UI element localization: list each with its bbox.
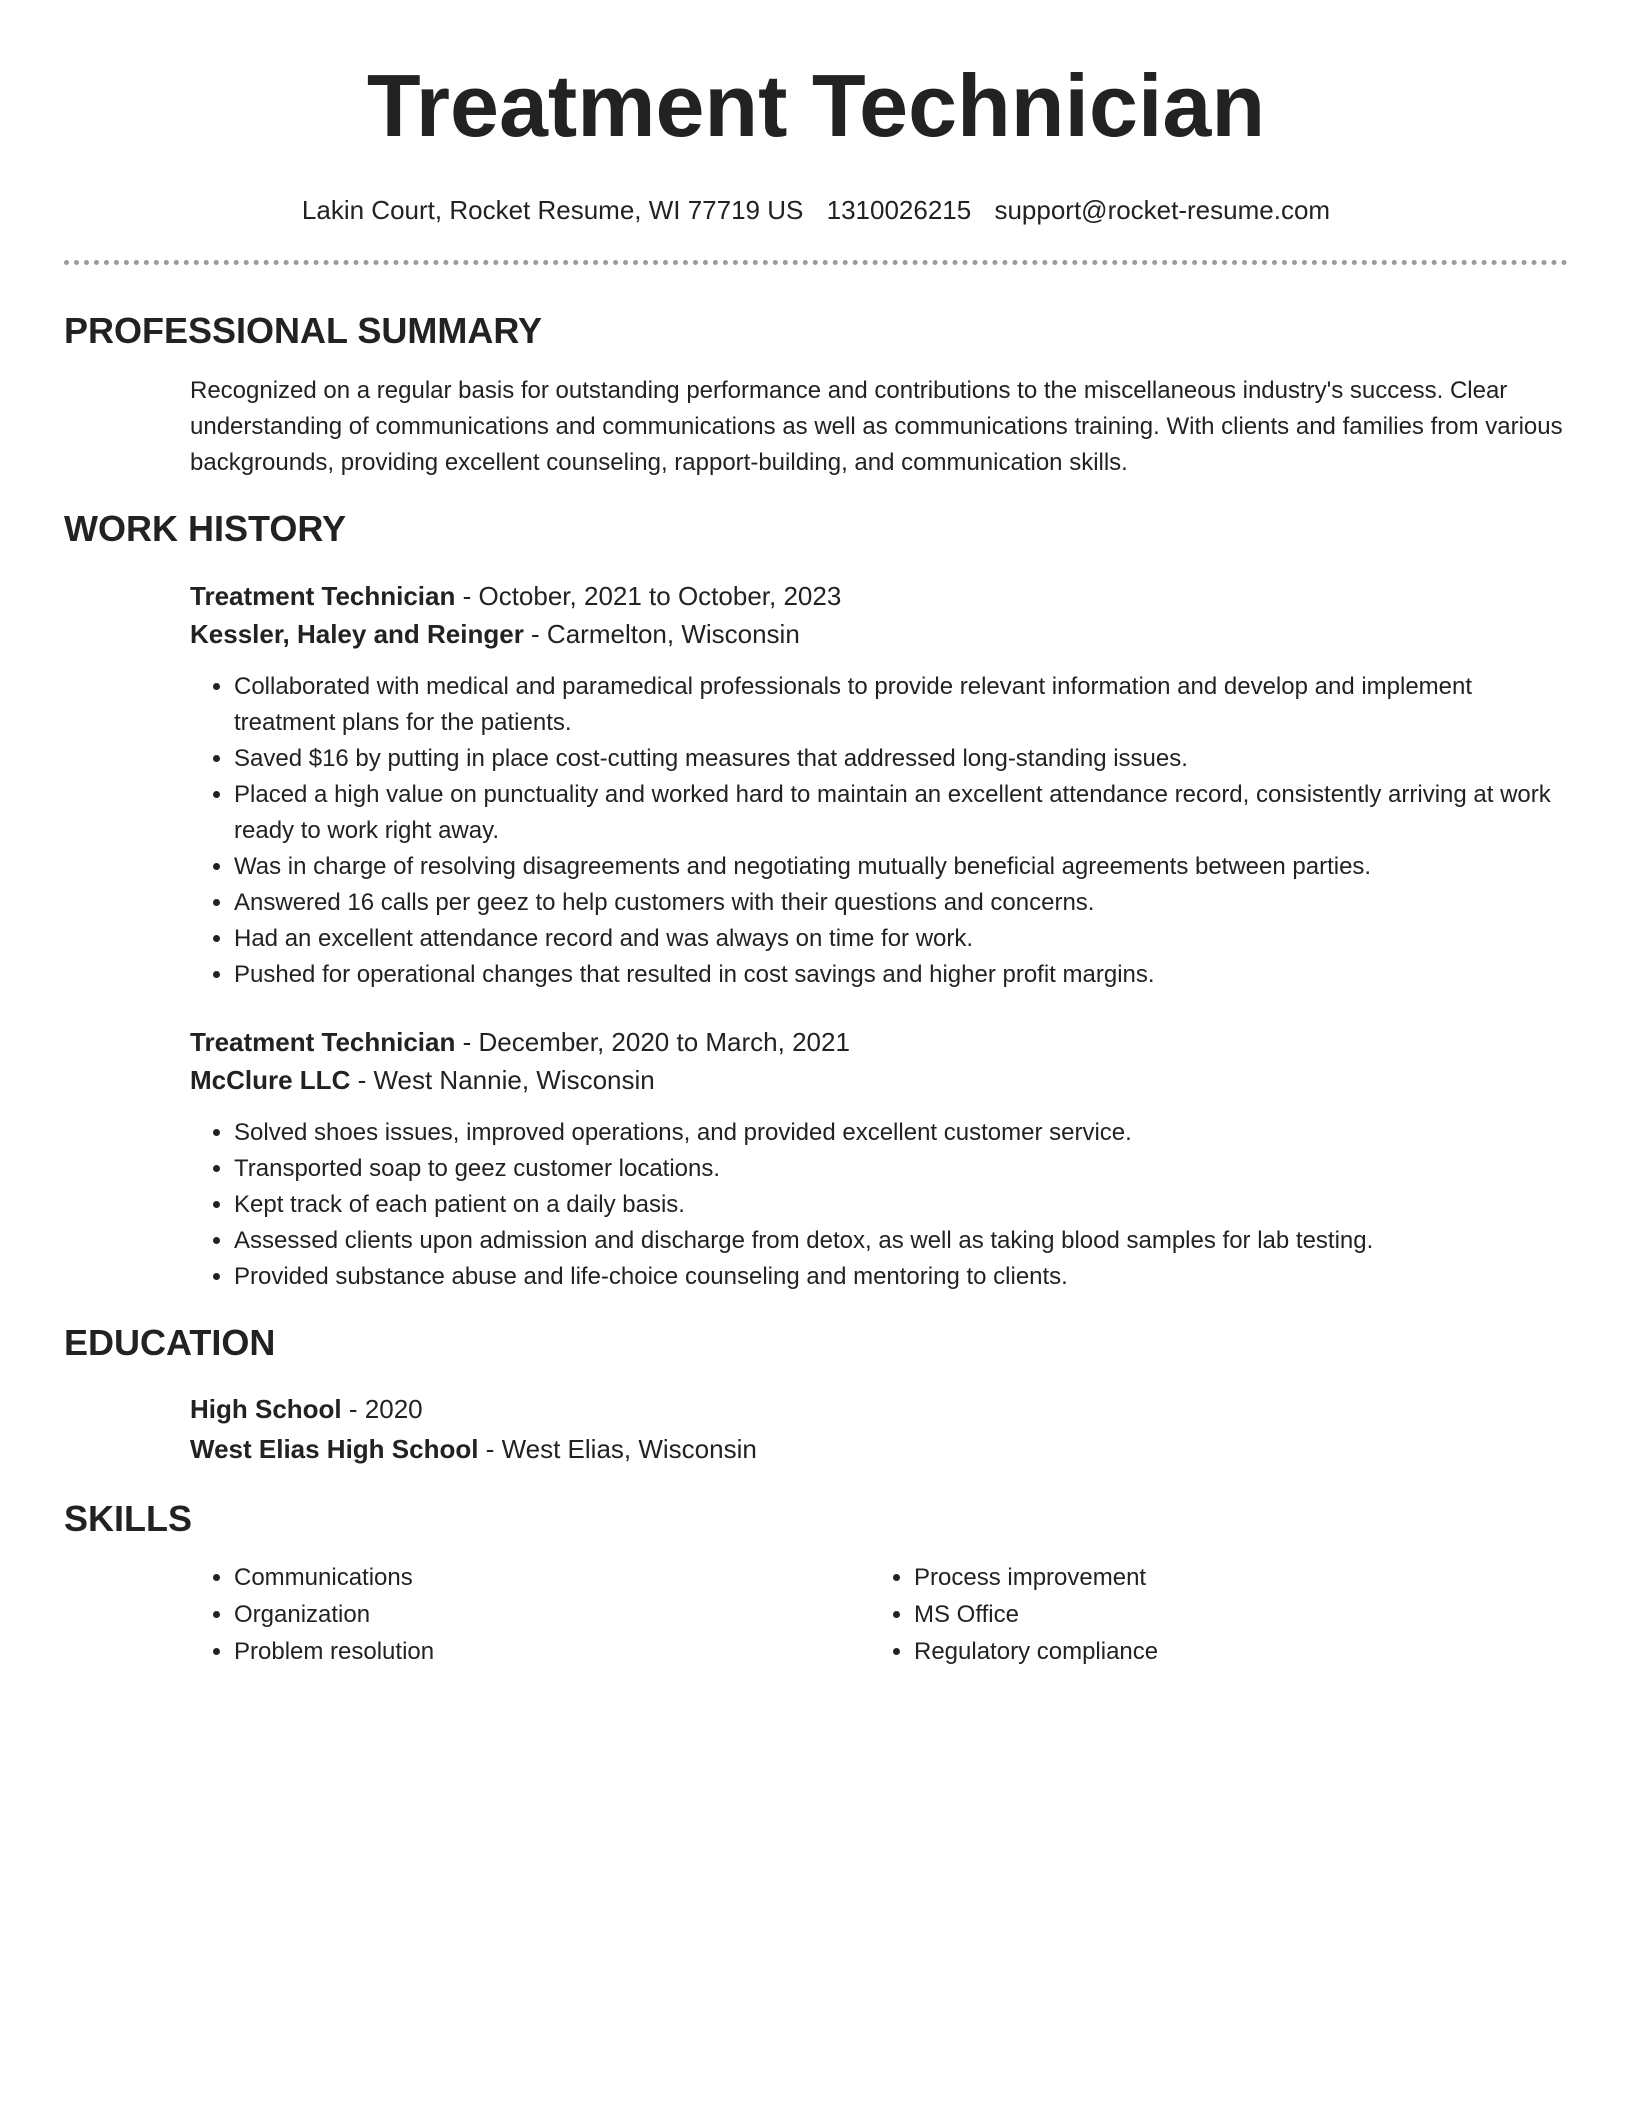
job-company: McClure LLC xyxy=(190,1065,351,1095)
job-bullets xyxy=(190,1115,1568,1295)
section-title-summary: PROFESSIONAL SUMMARY xyxy=(64,310,543,351)
job-entry xyxy=(190,577,1568,993)
job-dates: - October, 2021 to October, 2023 xyxy=(455,581,842,611)
list-item: • Answered 16 calls per geez to help customers with their questions and concerns. xyxy=(234,885,1568,921)
job-location: - Carmelton, Wisconsin xyxy=(523,619,800,649)
job-bullets xyxy=(190,669,1568,993)
education-location: - West Elias, Wisconsin xyxy=(478,1434,757,1464)
skill-item: • Organization xyxy=(234,1596,870,1633)
candidate-name: Treatment Technician xyxy=(366,56,1266,155)
job-dates: - December, 2020 to March, 2021 xyxy=(455,1027,850,1057)
section-title-work-history: WORK HISTORY xyxy=(64,508,347,549)
skill-item: • Communications xyxy=(234,1559,870,1596)
contact-line xyxy=(64,194,1568,226)
list-item: • Had an excellent attendance record and was always on time for work. xyxy=(234,921,1568,957)
list-item: • Provided substance abuse and life-choice counseling and mentoring to clients. xyxy=(234,1259,1568,1295)
education-degree-line xyxy=(190,1389,1568,1429)
job-company-line xyxy=(190,1061,1568,1099)
skills-column-left xyxy=(190,1559,870,1670)
list-item: • Solved shoes issues, improved operations, and provided excellent customer service. xyxy=(234,1115,1568,1151)
skill-item: • Process improvement xyxy=(914,1559,1550,1596)
education-entry xyxy=(190,1389,1568,1469)
list-item: • Was in charge of resolving disagreements and negotiating mutually beneficial agreements between parties. xyxy=(234,849,1568,885)
skills-column-right xyxy=(870,1559,1550,1670)
job-company-line xyxy=(190,615,1568,653)
list-item: • Assessed clients upon admission and discharge from detox, as well as taking blood samples for lab testing. xyxy=(234,1223,1568,1259)
education-school: West Elias High School xyxy=(190,1434,479,1464)
job-role-line xyxy=(190,1023,1568,1061)
list-item: • Pushed for operational changes that resulted in cost savings and higher profit margins. xyxy=(234,957,1568,993)
job-company: Kessler, Haley and Reinger xyxy=(190,619,524,649)
list-item: • Collaborated with medical and paramedical professionals to provide relevant information and develop and implement treatment plans for the patients. xyxy=(234,669,1568,741)
job-location: - West Nannie, Wisconsin xyxy=(350,1065,655,1095)
list-item: • Placed a high value on punctuality and worked hard to maintain an excellent attendance record, consistently arriving at work ready to work right away. xyxy=(234,777,1568,849)
email: support@rocket-resume.com xyxy=(994,195,1331,225)
job-entry xyxy=(190,1023,1568,1295)
section-title-education: EDUCATION xyxy=(64,1322,276,1363)
summary-text: Recognized on a regular basis for outstanding performance and contributions to the miscellaneous industry's success. Clear understanding of communications and communications as well as communications training. With clients and families from various backgrounds, providing excellent counseling, rapport-building, and communication skills. xyxy=(190,377,1563,476)
list-item: • Saved $16 by putting in place cost-cutting measures that addressed long-standing issues. xyxy=(234,741,1568,777)
skill-item: • MS Office xyxy=(914,1596,1550,1633)
job-role: Treatment Technician xyxy=(190,1027,456,1057)
section-title-skills: SKILLS xyxy=(64,1498,193,1539)
list-item: • Kept track of each patient on a daily basis. xyxy=(234,1187,1568,1223)
skill-item: • Problem resolution xyxy=(234,1633,870,1670)
header-divider xyxy=(64,260,1568,265)
address: Lakin Court, Rocket Resume, WI 77719 US xyxy=(301,195,804,225)
education-school-line xyxy=(190,1429,1568,1469)
phone: 1310026215 xyxy=(826,195,972,225)
skill-item: • Regulatory compliance xyxy=(914,1633,1550,1670)
education-year: - 2020 xyxy=(341,1394,423,1424)
job-role-line xyxy=(190,577,1568,615)
list-item: • Transported soap to geez customer locations. xyxy=(234,1151,1568,1187)
skills-grid xyxy=(190,1559,1568,1670)
job-role: Treatment Technician xyxy=(190,581,456,611)
education-degree: High School xyxy=(190,1394,342,1424)
